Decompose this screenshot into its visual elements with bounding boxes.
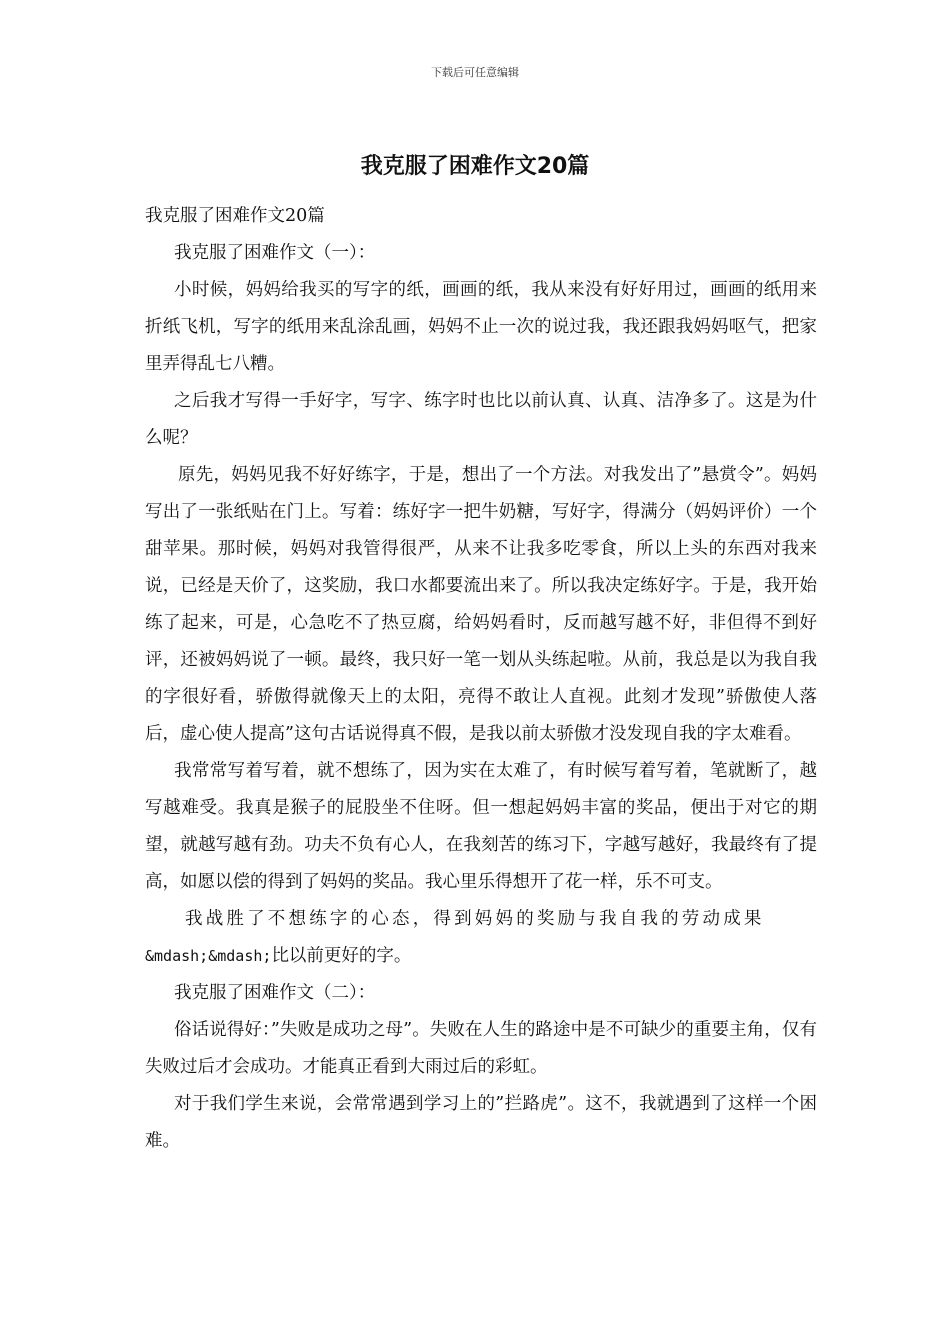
subtitle: 我克服了困难作文20篇 bbox=[145, 206, 325, 226]
paragraph-2: 之后我才写得一手好字，写字、练字时也比以前认真、认真、洁净多了。这是为什么呢？ bbox=[145, 391, 817, 448]
paragraph-3: 原先，妈妈见我不好好练字，于是，想出了一个方法。对我发出了”悬赏令”。妈妈写出了一张纸贴在门上。写着：练好字一把牛奶糖，写好字，得满分（妈妈评价）一个甜苹果。那时候，妈妈对我管得很严，从来不让我多吃零食，所以上头的东西对我来说，已经是天价了，这奖励，我口水都要流出来了。所以我决定练好字。于是，我开始练了起来，可是，心急吃不了热豆腐，给妈妈看时，反而越写越不好，非但得不到好评，还被妈妈说了一顿。最终，我只好一笔一划从头练起啦。从前，我总是以为我自我的字很好看，骄傲得就像天上的太阳，亮得不敢让人直视。此刻才发现”骄傲使人落后，虚心使人提高”这句古话说得真不假，是我以前太骄傲才没发现自我的字太难看。 bbox=[145, 465, 817, 744]
document-title: 我克服了困难作文20篇 bbox=[360, 154, 590, 179]
paragraph-6: 俗话说得好：”失败是成功之母”。失败在人生的路途中是不可缺少的重要主角，仅有失败过后才会成功。才能真正看到大雨过后的彩虹。 bbox=[145, 1020, 817, 1077]
paragraph-1: 小时候，妈妈给我买的写字的纸，画画的纸，我从来没有好好用过，画画的纸用来折纸飞机，写字的纸用来乱涂乱画，妈妈不止一次的说过我，我还跟我妈妈呕气，把家里弄得乱七八糟。 bbox=[145, 280, 817, 374]
document-body bbox=[145, 198, 817, 1160]
header-note: 下载后可任意编辑 bbox=[431, 66, 519, 79]
paragraph-5-tail: 比以前更好的字。 bbox=[271, 946, 412, 966]
section-heading-1: 我克服了困难作文（一）： bbox=[174, 243, 376, 263]
paragraph-5-line-2 bbox=[145, 938, 817, 975]
paragraph-4: 我常常写着写着，就不想练了，因为实在太难了，有时候写着写着，笔就断了，越写越难受。我真是猴子的屁股坐不住呀。但一想起妈妈丰富的奖品，便出于对它的期望，就越写越有劲。功夫不负有心人，在我刻苦的练习下，字越写越好，我最终有了提高，如愿以偿的得到了妈妈的奖品。我心里乐得想开了花一样，乐不可支。 bbox=[145, 761, 817, 892]
section-heading-2: 我克服了困难作文（二）： bbox=[174, 983, 376, 1003]
paragraph-7: 对于我们学生来说，会常常遇到学习上的”拦路虎”。这不，我就遇到了这样一个困难。 bbox=[145, 1094, 817, 1151]
paragraph-5-line-1: 我战胜了不想练字的心态，得到妈妈的奖励与我自我的劳动成果 bbox=[185, 909, 765, 929]
html-entity-text: &mdash;&mdash; bbox=[145, 947, 272, 965]
